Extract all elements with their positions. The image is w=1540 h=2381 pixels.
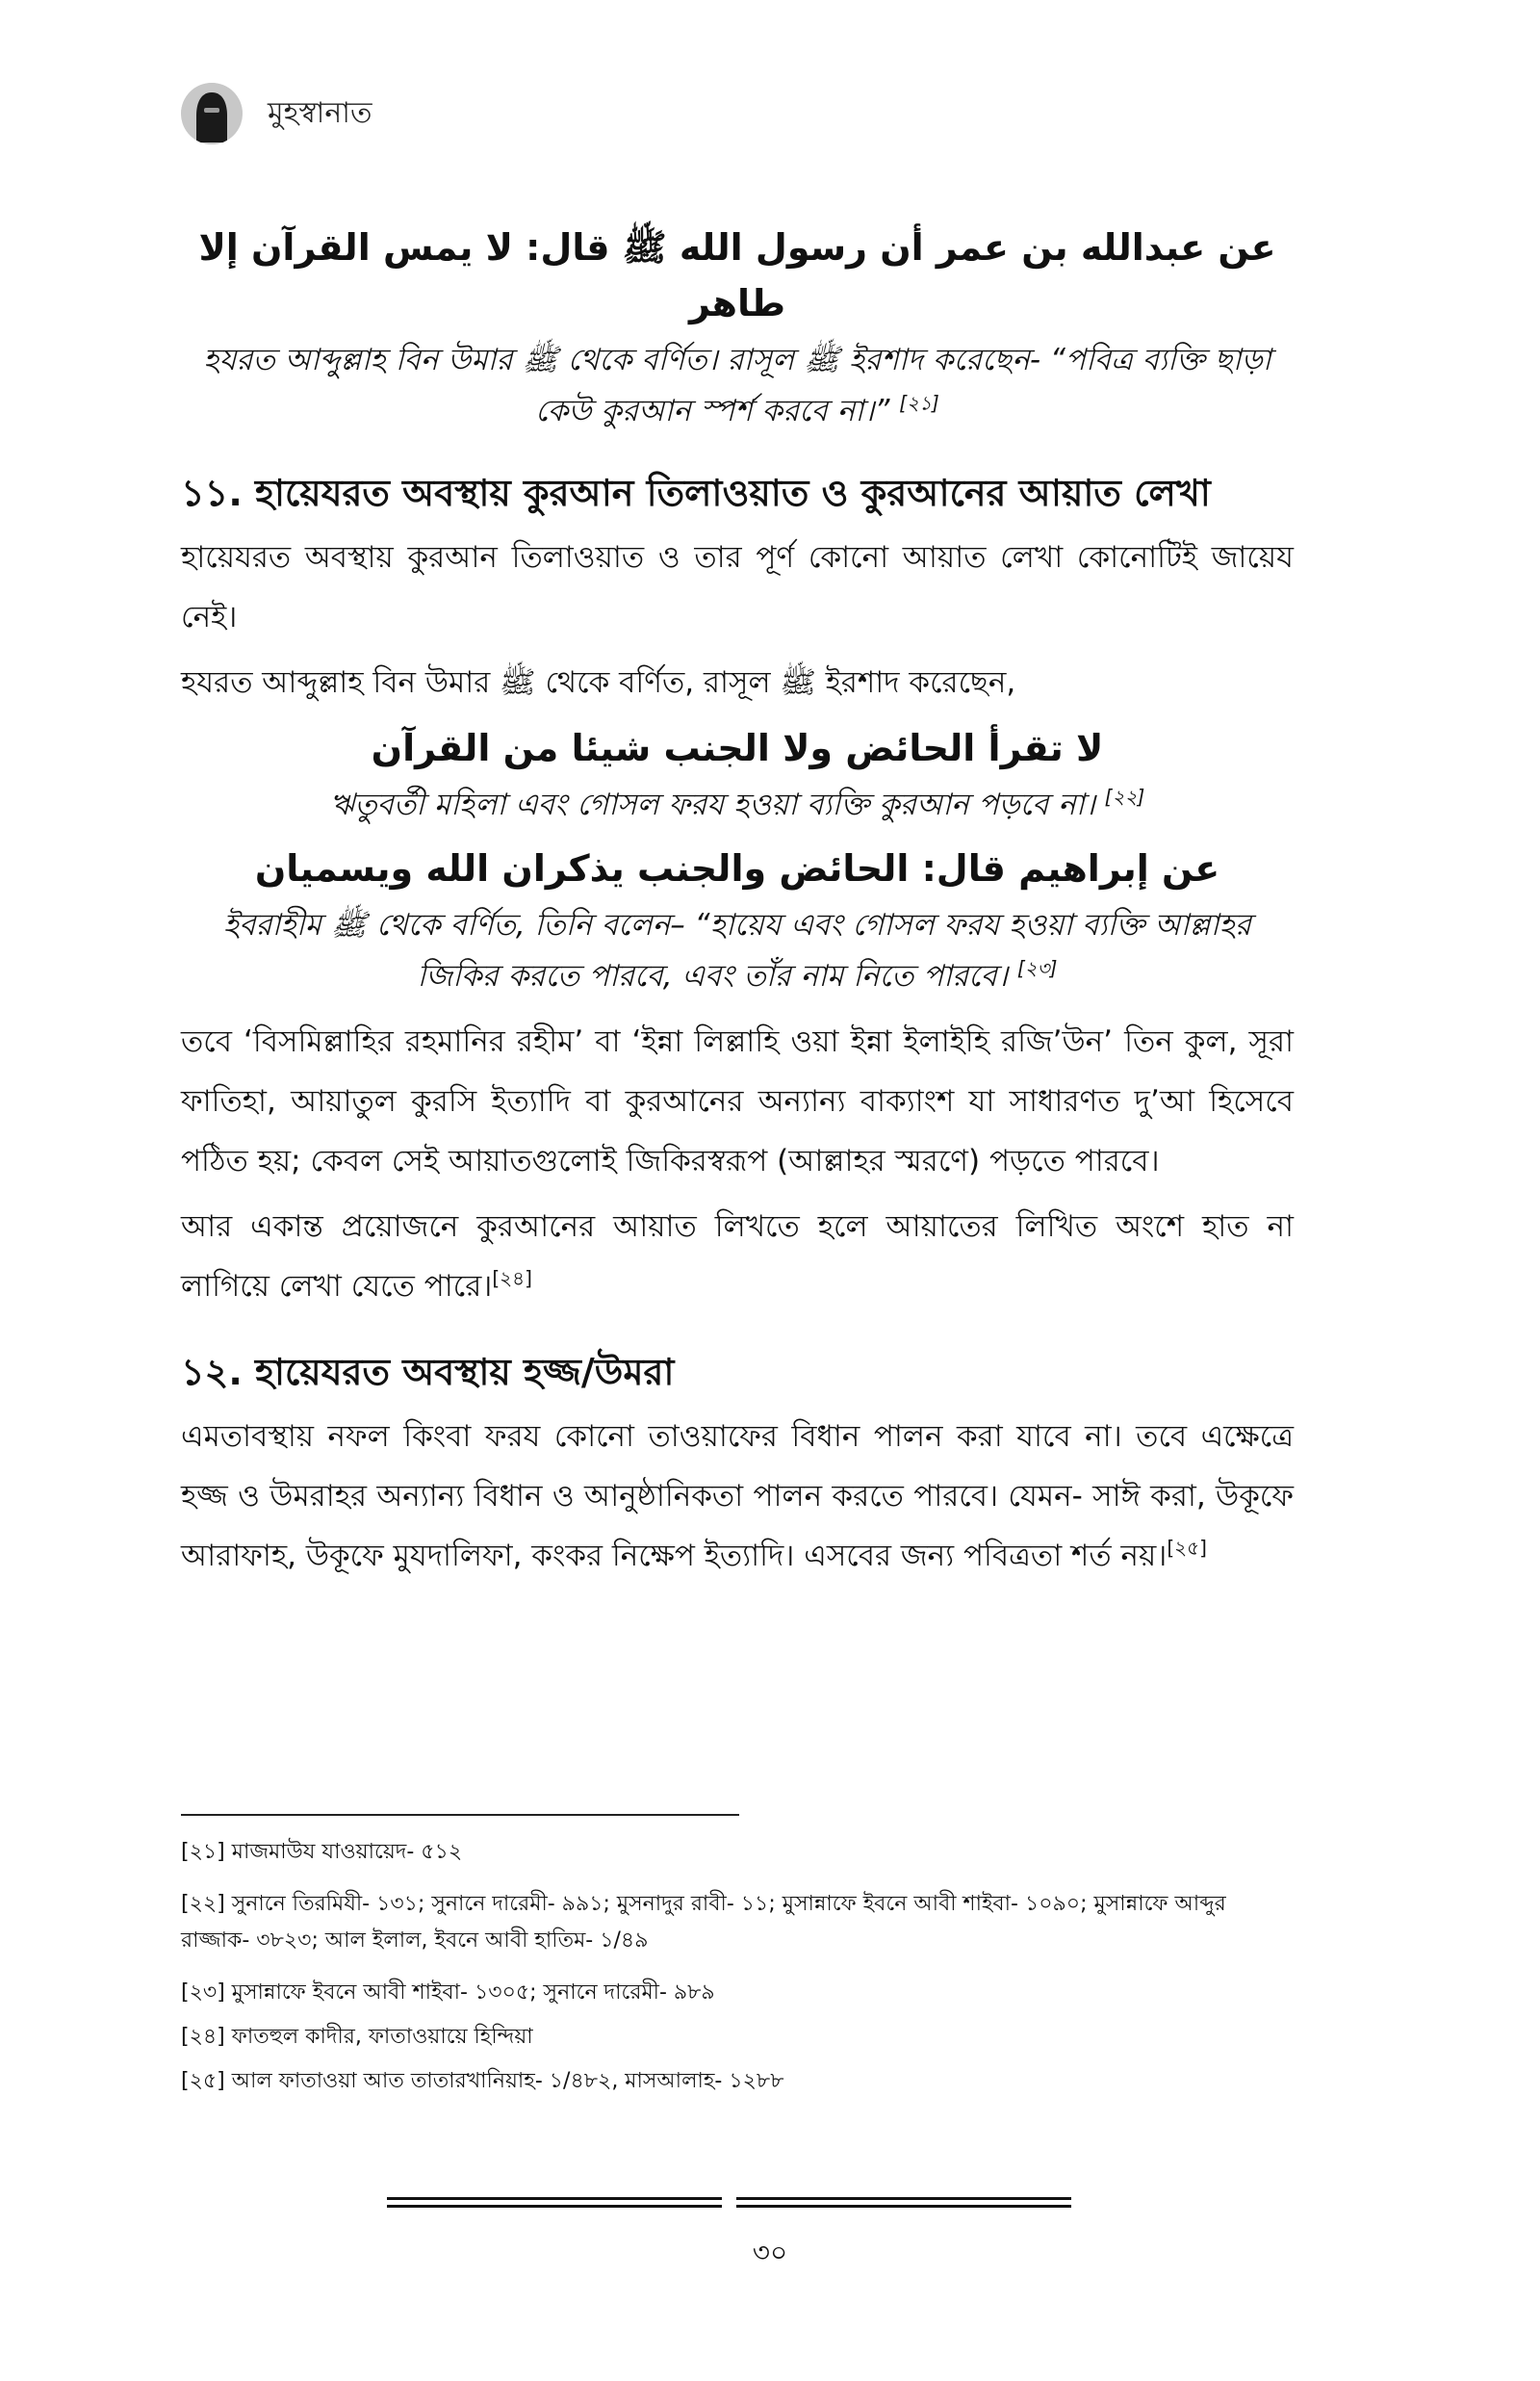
translation-text: ঋতুবর্তী মহিলা এবং গোসল ফরয হওয়া ব্যক্তি কুরআন পড়বে না। (329, 788, 1095, 822)
footnote-24: [২৪] ফাতহুল কাদীর, ফাতাওয়ায়ে হিন্দিয়া (181, 2025, 533, 2049)
footnote-22: [২২] সুনানে তিরমিযী- ১৩১; সুনানে দারেমী- ৯৯১; মুসনাদুর রাবী- ১১; মুসান্নাফে ইবনে আবী শাইবা- ১০৯০; মুসান্নাফে আব্দুর রাজ্জাক- ৩৮২৩; আল ইলাল, ইবনে আবী হাতিম- ১/৪৯ (181, 1892, 1226, 1953)
hadith-arabic-1: عن عبدالله بن عمر أن رسول الله ﷺ قال: لا يمس القرآن إلا طاهر (198, 226, 1276, 324)
section-12-para (181, 1407, 1294, 1586)
para-text: আর একান্ত প্রয়োজনে কুরআনের আয়াত লিখতে হলে আয়াতের লিখিত অংশে হাত না লাগিয়ে লেখা যেতে পারে। (181, 1209, 1294, 1304)
footer-rule-left (387, 2197, 722, 2213)
footnote-21: [২১] মাজমাউয যাওয়ায়েদ- ৫১২ (181, 1840, 463, 1864)
footnote-separator (181, 1814, 739, 1816)
translation-text: হযরত আব্দুল্লাহ বিন উমার ﷺ থেকে বর্ণিত। রাসূল ﷺ ইরশাদ করেছেন- “পবিত্র ব্যক্তি ছাড়া কেউ কুরআন স্পর্শ করবে না।” (203, 343, 1271, 428)
footnote-ref-23[interactable]: [২৩] (1016, 956, 1058, 980)
para-text: এমতাবস্থায় নফল কিংবা ফরয কোনো তাওয়াফের বিধান পালন করা যাবে না। তবে এক্ষেত্রে হজ্জ ও উমরাহর অন্যান্য বিধান ও আনুষ্ঠানিকতা পালন করতে পারবে। যেমন- সাঈ করা, উকূফে আরাফাহ, উকূফে মুযদালিফা, কংকর নিক্ষেপ ইত্যাদি। এসবের জন্য পবিত্রতা শর্ত নয়। (181, 1419, 1294, 1573)
book-title: মুহস্বানাত (268, 95, 372, 130)
section-11-para-3: তবে ‘বিসমিল্লাহির রহমানির রহীম’ বা ‘ইন্না লিল্লাহি ওয়া ইন্না ইলাইহি রজি’উন’ তিন কুল, সূরা ফাতিহা, আয়াতুল কুরসি ইত্যাদি বা কুরআনের অন্যান্য বাক্যাংশ যা সাধারণত দু’আ হিসেবে পঠিত হয়; কেবল সেই আয়াতগুলোই জিকিরস্বরূপ (আল্লাহর স্মরণে) পড়তে পারবে। (181, 1024, 1294, 1178)
footnote-23: [২৩] মুসান্নাফে ইবনে আবী শাইবা- ১৩০৫; সুনানে দারেমী- ৯৮৯ (181, 1980, 715, 2005)
section-11-heading: ১১. হায়েযরত অবস্থায় কুরআন তিলাওয়াত ও কুরআনের আয়াত লেখা (181, 472, 1211, 514)
hadith-arabic-2: لا تقرأ الحائض ولا الجنب شيئا من القرآن (371, 727, 1104, 769)
page-header (181, 75, 372, 152)
footnotes (181, 1834, 1294, 2108)
section-11-para-4 (181, 1197, 1294, 1316)
footnote-25: [২৫] আল ফাতাওয়া আত তাতারখানিয়াহ- ১/৪৮২, মাসআলাহ- ১২৮৮ (181, 2069, 784, 2093)
footnote-ref-21[interactable]: [২১] (899, 391, 939, 415)
section-12-heading: ১২. হায়েযরত অবস্থায় হজ্জ/উমরা (181, 1351, 675, 1393)
page-content (181, 212, 1294, 1592)
section-11-para-2: হযরত আব্দুল্লাহ বিন উমার ﷺ থেকে বর্ণিত, রাসূল ﷺ ইরশাদ করেছেন, (181, 665, 1016, 700)
hadith-translation-3 (181, 900, 1294, 1002)
footnote-ref-24[interactable]: [২৪] (492, 1266, 532, 1290)
hadith-translation-1 (181, 335, 1294, 437)
hadith-arabic-3: عن إبراهيم قال: الحائض والجنب يذكران الله ويسميان (254, 847, 1220, 890)
footer-rule-right (736, 2197, 1071, 2213)
section-11-para-1: হায়েযরত অবস্থায় কুরআন তিলাওয়াত ও তার পূর্ণ কোনো আয়াত লেখা কোনোটিই জায়েয নেই। (181, 540, 1294, 634)
page-number: ৩০ (752, 2237, 788, 2268)
veiled-woman-icon (181, 83, 243, 144)
footnote-ref-22[interactable]: [২২] (1104, 785, 1145, 809)
translation-text: ইবরাহীম ﷺ থেকে বর্ণিত, তিনি বলেন– “হায়েয এবং গোসল ফরয হওয়া ব্যক্তি আল্লাহর জিকির করতে পারবে, এবং তাঁর নাম নিতে পারবে। (223, 908, 1251, 994)
hadith-translation-2 (181, 780, 1294, 831)
footnote-ref-25[interactable]: [২৫] (1167, 1536, 1207, 1560)
